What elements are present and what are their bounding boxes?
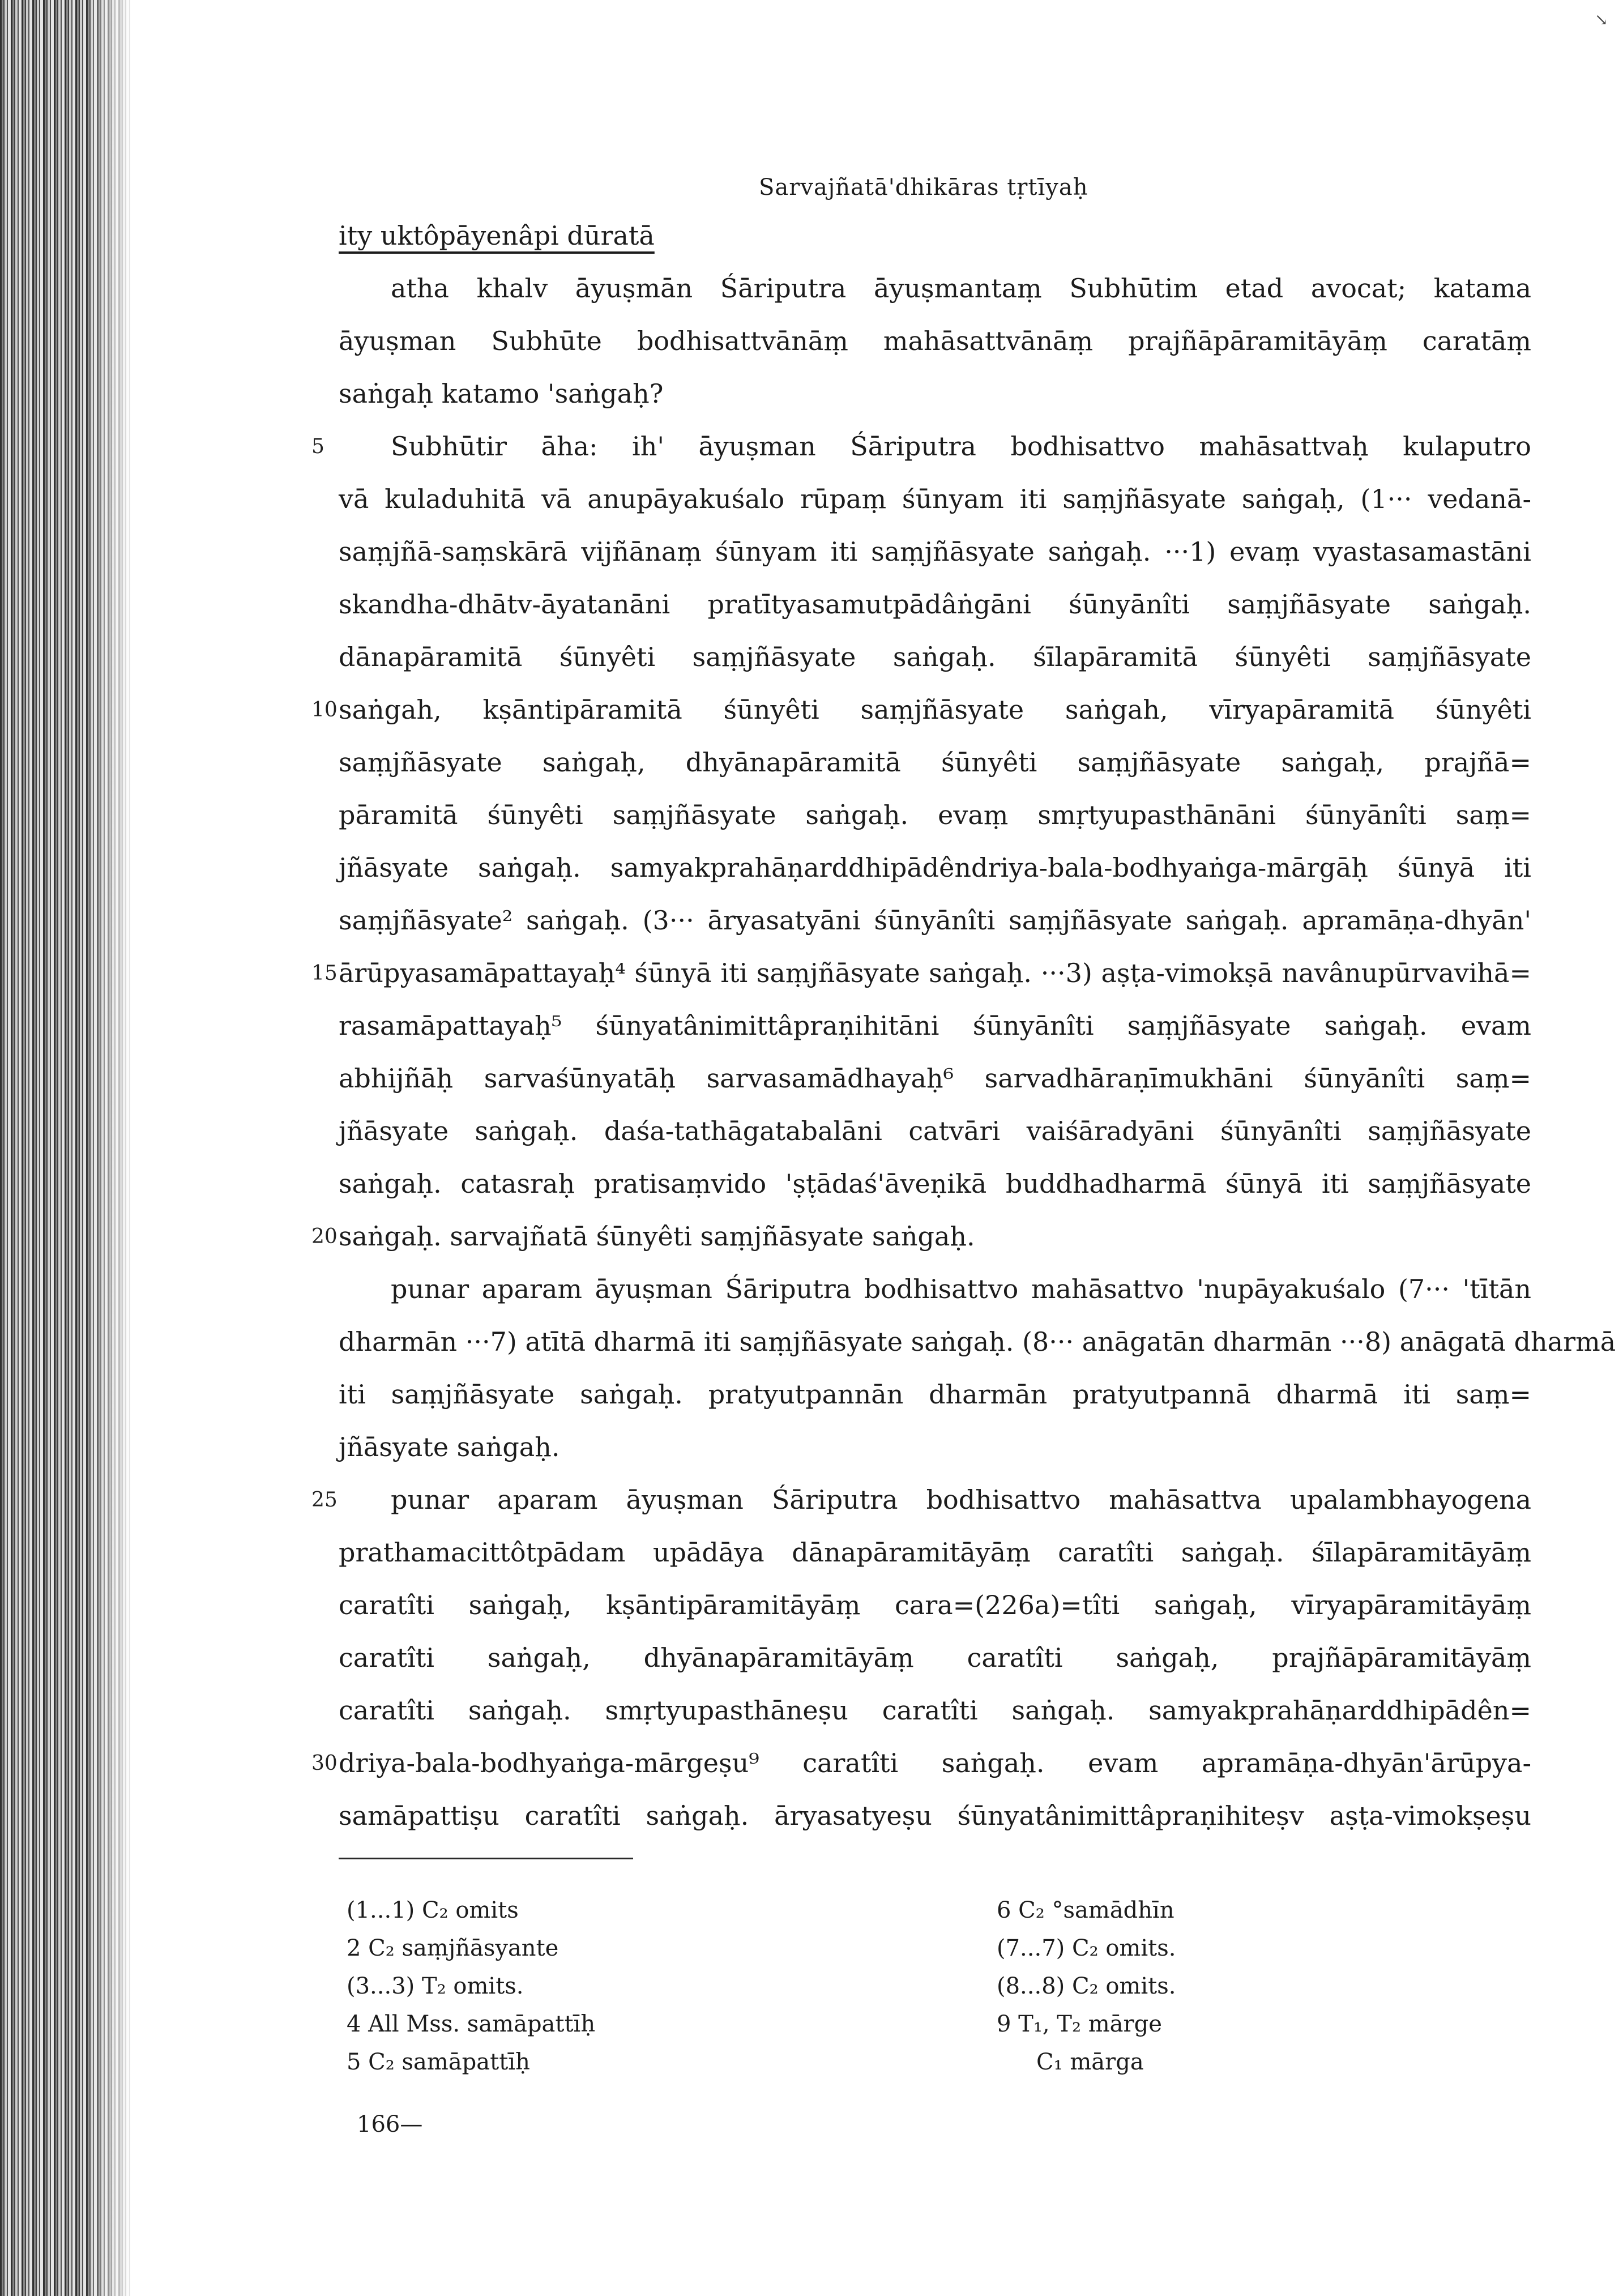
text-line xyxy=(0,368,1623,420)
text-line xyxy=(0,1368,1623,1421)
line-text: punar aparam āyuṣman Śāriputra bodhisattvo mahāsattva upalambhayogena xyxy=(391,1484,1531,1515)
line-text: pāramitā śūnyêti saṃjñāsyate saṅgaḥ. evaṃ smṛtyupasthānāni śūnyānîti saṃ= xyxy=(339,800,1531,830)
line-text: skandha-dhātv-āyatanāni pratītyasamutpādâṅgāni śūnyānîti saṃjñāsyate saṅgaḥ. xyxy=(339,589,1531,620)
text-line xyxy=(0,1579,1623,1632)
line-text: punar aparam āyuṣman Śāriputra bodhisattvo mahāsattvo 'nupāyakuśalo (7··· 'tītān xyxy=(391,1274,1531,1304)
line-text: caratîti saṅgaḥ, kṣāntipāramitāyāṃ cara=(226a)=tîti saṅgaḥ, vīryapāramitāyāṃ xyxy=(339,1590,1531,1620)
line-number: 10 xyxy=(311,698,338,722)
corner-mark: ↘ xyxy=(1595,10,1608,29)
text-line xyxy=(0,1684,1623,1737)
footnote: 6 C₂ °samādhīn xyxy=(997,1897,1174,1923)
text-line xyxy=(0,473,1623,526)
line-text: jñāsyate saṅgaḥ. daśa-tathāgatabalāni catvāri vaiśāradyāni śūnyānîti saṃjñāsyate xyxy=(339,1116,1531,1146)
running-head: Sarvajñatā'dhikāras tṛtīyaḥ xyxy=(759,174,1088,200)
footnotes-left xyxy=(347,1892,595,2081)
line-text: ity uktôpāyenâpi dūratā xyxy=(339,220,655,251)
line-text: abhijñāḥ sarvaśūnyatāḥ sarvasamādhayaḥ⁶ sarvadhāraṇīmukhāni śūnyānîti saṃ= xyxy=(339,1063,1531,1094)
line-text: saṅgaḥ. catasraḥ pratisaṃvido 'ṣṭādaś'āveṇikā buddhadharmā śūnyā iti saṃjñāsyate xyxy=(339,1168,1531,1199)
text-line xyxy=(0,420,1623,473)
text-line xyxy=(0,1052,1623,1105)
line-text: Subhūtir āha: ih' āyuṣman Śāriputra bodhisattvo mahāsattvaḥ kulaputro xyxy=(391,431,1531,462)
footnote-rule xyxy=(339,1858,633,1859)
footnote: (8...8) C₂ omits. xyxy=(997,1973,1176,1999)
footnote: (7...7) C₂ omits. xyxy=(997,1935,1176,1961)
line-text: dharmān ···7) atītā dharmā iti saṃjñāsyate saṅgaḥ. (8··· anāgatān dharmān ···8) anāgatā dharmā xyxy=(339,1326,1616,1357)
footnote: (3...3) T₂ omits. xyxy=(347,1973,524,1999)
text-line xyxy=(0,1316,1623,1368)
line-text: saṅgaḥ katamo 'saṅgaḥ? xyxy=(339,378,664,409)
line-text: ārūpyasamāpattayaḥ⁴ śūnyā iti saṃjñāsyate saṅgaḥ. ···3) aṣṭa-vimokṣā navânupūrvavihā= xyxy=(339,958,1531,988)
line-number: 5 xyxy=(311,435,324,458)
page-number: 166— xyxy=(357,2111,423,2137)
text-line xyxy=(0,262,1623,315)
line-text: vā kuladuhitā vā anupāyakuśalo rūpaṃ śūnyam iti saṃjñāsyate saṅgaḥ, (1··· vedanā- xyxy=(339,484,1531,514)
main-text xyxy=(0,210,1623,1842)
footnote: 9 T₁, T₂ mārge xyxy=(997,2011,1162,2037)
text-line xyxy=(0,842,1623,894)
text-line xyxy=(0,578,1623,631)
text-line xyxy=(0,526,1623,578)
line-text: iti saṃjñāsyate saṅgaḥ. pratyutpannān dharmān pratyutpannā dharmā iti saṃ= xyxy=(339,1379,1531,1410)
line-text: saṅgaḥ. sarvajñatā śūnyêti saṃjñāsyate saṅgaḥ. xyxy=(339,1221,975,1252)
line-text: dānapāramitā śūnyêti saṃjñāsyate saṅgaḥ. śīlapāramitā śūnyêti saṃjñāsyate xyxy=(339,642,1531,672)
text-line xyxy=(0,210,1623,262)
text-line xyxy=(0,1158,1623,1210)
text-line xyxy=(0,1790,1623,1842)
line-text: jñāsyate saṅgaḥ. samyakprahāṇarddhipādêndriya-bala-bodhyaṅga-mārgāḥ śūnyā iti xyxy=(339,852,1531,883)
line-text: driya-bala-bodhyaṅga-mārgeṣu⁹ caratîti saṅgaḥ. evam apramāṇa-dhyān'ārūpya- xyxy=(339,1748,1531,1778)
line-text: āyuṣman Subhūte bodhisattvānāṃ mahāsattvānāṃ prajñāpāramitāyāṃ caratāṃ xyxy=(339,326,1531,356)
line-number: 15 xyxy=(311,962,338,985)
footnotes-right xyxy=(997,1892,1176,2081)
text-line xyxy=(0,1105,1623,1158)
text-line xyxy=(0,736,1623,789)
text-line xyxy=(0,894,1623,947)
line-text: atha khalv āyuṣmān Śāriputra āyuṣmantaṃ Subhūtim etad avocat; katama xyxy=(391,273,1531,304)
text-line xyxy=(0,1421,1623,1474)
text-line xyxy=(0,1526,1623,1579)
line-text: jñāsyate saṅgaḥ. xyxy=(339,1432,560,1462)
footnote: C₁ mārga xyxy=(1036,2049,1144,2075)
text-line xyxy=(0,1000,1623,1052)
footnote: (1...1) C₂ omits xyxy=(347,1897,519,1923)
line-text: prathamacittôtpādam upādāya dānapāramitāyāṃ caratîti saṅgaḥ. śīlapāramitāyāṃ xyxy=(339,1537,1531,1568)
footnote: 5 C₂ samāpattīḥ xyxy=(347,2049,530,2075)
text-line xyxy=(0,1737,1623,1790)
line-text: caratîti saṅgaḥ. smṛtyupasthāneṣu caratîti saṅgaḥ. samyakprahāṇarddhipādên= xyxy=(339,1695,1531,1726)
text-line xyxy=(0,1474,1623,1526)
text-line xyxy=(0,631,1623,684)
line-text: caratîti saṅgaḥ, dhyānapāramitāyāṃ caratîti saṅgaḥ, prajñāpāramitāyāṃ xyxy=(339,1642,1531,1673)
line-number: 20 xyxy=(311,1225,338,1248)
text-line xyxy=(0,789,1623,842)
text-line xyxy=(0,315,1623,368)
text-line xyxy=(0,1263,1623,1316)
line-text: saṅgah, kṣāntipāramitā śūnyêti saṃjñāsyate saṅgah, vīryapāramitā śūnyêti xyxy=(339,694,1531,725)
line-text: samāpattiṣu caratîti saṅgaḥ. āryasatyeṣu śūnyatânimittâpraṇihiteṣv aṣṭa-vimokṣeṣu xyxy=(339,1800,1531,1831)
footnote: 2 C₂ saṃjñāsyante xyxy=(347,1935,559,1961)
line-text: saṃjñā-saṃskārā vijñānaṃ śūnyam iti saṃjñāsyate saṅgaḥ. ···1) evaṃ vyastasamastāni xyxy=(339,536,1531,567)
text-line xyxy=(0,947,1623,1000)
text-line xyxy=(0,1632,1623,1684)
line-text: saṃjñāsyate saṅgaḥ, dhyānapāramitā śūnyêti saṃjñāsyate saṅgaḥ, prajñā= xyxy=(339,747,1531,778)
line-text: rasamāpattayaḥ⁵ śūnyatânimittâpraṇihitāni śūnyānîti saṃjñāsyate saṅgaḥ. evam xyxy=(339,1010,1531,1041)
line-number: 30 xyxy=(311,1752,338,1775)
text-line xyxy=(0,684,1623,736)
line-text: saṃjñāsyate² saṅgaḥ. (3··· āryasatyāni śūnyānîti saṃjñāsyate saṅgaḥ. apramāṇa-dhyān' xyxy=(339,905,1531,936)
footnote: 4 All Mss. samāpattīḥ xyxy=(347,2011,596,2037)
line-number: 25 xyxy=(311,1488,338,1512)
text-line xyxy=(0,1210,1623,1263)
